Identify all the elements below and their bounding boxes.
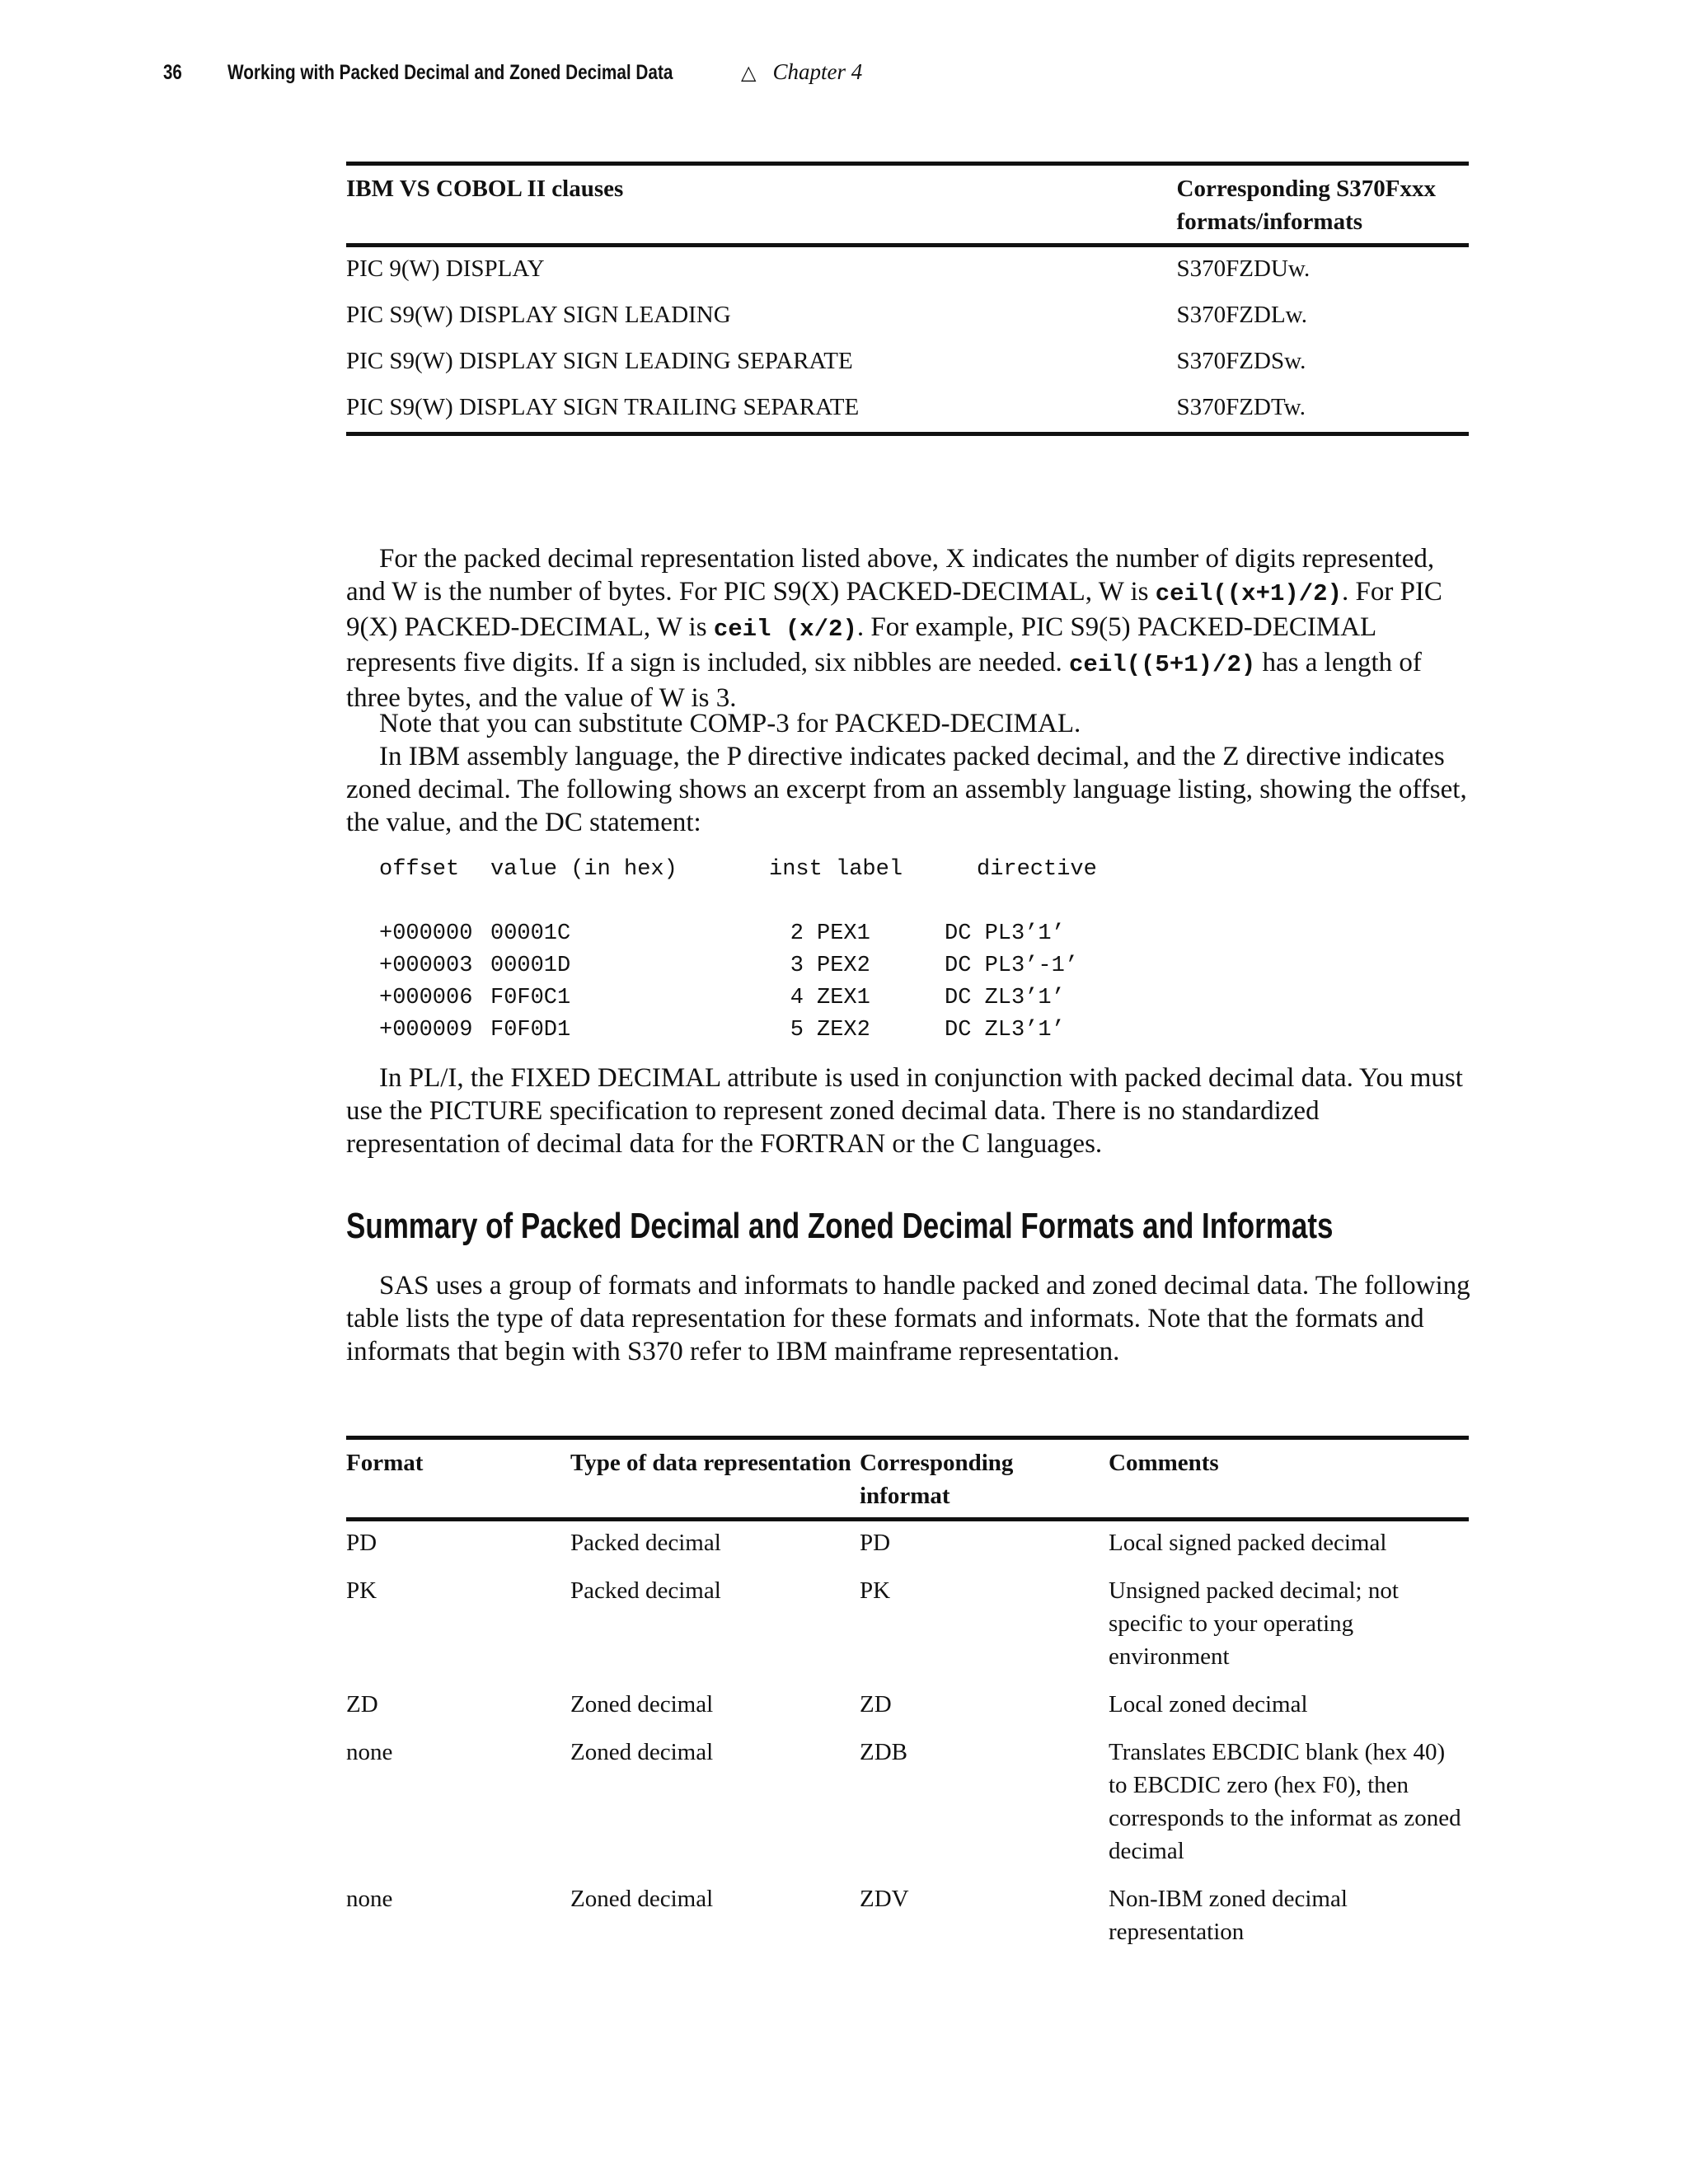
listing-row	[379, 1015, 1142, 1047]
listing-header-cell: offset	[379, 857, 460, 882]
chapter-label: Chapter 4	[772, 59, 863, 84]
table-cell: S370FZDSw.	[1176, 348, 1306, 374]
table-cell: ZD	[860, 1691, 892, 1718]
listing-spacer	[379, 886, 1142, 918]
table-cell: Non-IBM zoned decimal representation	[1109, 1886, 1348, 1945]
table-cell: Unsigned packed decimal; not specific to your operating environment	[1109, 1577, 1399, 1670]
listing-directive: DC PL3’1’	[945, 921, 1065, 946]
table-cell: Zoned decimal	[570, 1691, 714, 1718]
listing-offset: +000009	[379, 1018, 473, 1043]
page-number: 36	[163, 61, 182, 84]
table-cell: ZDB	[860, 1739, 907, 1765]
listing-label: PEX2	[817, 954, 870, 978]
inline-code: ceil((5+1)/2)	[1069, 651, 1256, 678]
table-cell: Zoned decimal	[570, 1886, 714, 1912]
running-head	[163, 59, 862, 92]
table-row	[346, 1569, 1469, 1683]
table-cell: PIC 9(W) DISPLAY	[346, 255, 545, 282]
listing-offset: +000000	[379, 921, 473, 946]
listing-directive: DC ZL3’1’	[945, 986, 1065, 1010]
paragraph-sas-formats	[346, 1269, 1471, 1368]
paragraph-packed-decimal	[346, 542, 1471, 715]
listing-row	[379, 950, 1142, 982]
table-cell: Packed decimal	[570, 1530, 721, 1556]
triangle-icon: △	[741, 63, 757, 84]
table-row	[346, 1520, 1469, 1570]
listing-label: ZEX1	[817, 986, 870, 1010]
table-header-row	[346, 164, 1469, 246]
listing-inst: 4	[790, 986, 804, 1010]
paragraph-text: In IBM assembly language, the P directive indicates packed decimal, and the Z directive indicates zoned decimal. The following shows an excerpt from an assembly language listing, showing the offset, the value, and the DC statement:	[346, 742, 1467, 837]
paragraph-comp3	[346, 707, 1471, 740]
table-cell: PD	[860, 1530, 891, 1556]
table-cell: PK	[860, 1577, 891, 1604]
paragraph-text: Note that you can substitute COMP-3 for PACKED-DECIMAL.	[379, 709, 1081, 738]
table-row	[346, 246, 1469, 294]
table-cell: none	[346, 1886, 393, 1912]
table-cell: Local signed packed decimal	[1109, 1530, 1387, 1556]
paragraph-text: . For PIC 9(X) PACKED-DECIMAL, W is	[346, 577, 1442, 642]
paragraph-text: . For example, PIC S9(5) PACKED-DECIMAL represents five digits. If a sign is included, six nibbles are needed.	[346, 612, 1376, 677]
table-cell: Local zoned decimal	[1109, 1691, 1308, 1718]
inline-code: ceil((x+1)/2)	[1155, 580, 1342, 607]
section-heading: Summary of Packed Decimal and Zoned Decimal Formats and Informats	[346, 1206, 1334, 1246]
running-head-title: Working with Packed Decimal and Zoned Decimal Data	[227, 61, 673, 84]
listing-header-cell: inst label	[769, 857, 903, 882]
table-row	[346, 1731, 1469, 1877]
table-cell: PIC S9(W) DISPLAY SIGN TRAILING SEPARATE	[346, 394, 860, 420]
paragraph-text: In PL/I, the FIXED DECIMAL attribute is used in conjunction with packed decimal data. You must use the PICTURE specification to represent zoned decimal data. There is no standardized representation of decimal data for the FORTRAN or the C languages.	[346, 1063, 1463, 1159]
table-cell: ZDV	[860, 1886, 909, 1912]
inline-code: ceil (x/2)	[713, 616, 857, 643]
table-cell: Zoned decimal	[570, 1739, 714, 1765]
listing-label: ZEX2	[817, 1018, 870, 1043]
column-header: Comments	[1109, 1450, 1219, 1476]
table-cell: Translates EBCDIC blank (hex 40) to EBCDIC zero (hex F0), then corresponds to the informat as zoned decimal	[1109, 1739, 1461, 1864]
listing-inst: 5	[790, 1018, 804, 1043]
table-cell: PIC S9(W) DISPLAY SIGN LEADING SEPARATE	[346, 348, 853, 374]
column-header: Corresponding S370Fxxx formats/informats	[1176, 176, 1437, 235]
paragraph-assembly	[346, 740, 1471, 839]
listing-directive: DC ZL3’1’	[945, 1018, 1065, 1043]
listing-value: 00001C	[490, 921, 571, 946]
listing-inst: 3	[790, 954, 804, 978]
table-cell: none	[346, 1739, 393, 1765]
cobol-clauses-table	[346, 162, 1469, 436]
column-header: Corresponding informat	[860, 1450, 1014, 1509]
listing-row	[379, 918, 1142, 950]
table-cell: PIC S9(W) DISPLAY SIGN LEADING	[346, 302, 731, 328]
listing-offset: +000003	[379, 954, 473, 978]
table-header-row	[346, 1438, 1469, 1520]
listing-value: F0F0C1	[490, 986, 571, 1010]
table-row	[346, 293, 1469, 340]
table-cell: ZD	[346, 1691, 378, 1718]
column-header: Type of data representation	[570, 1450, 851, 1476]
formats-informats-table	[346, 1436, 1469, 1958]
listing-header	[379, 854, 1142, 886]
assembly-listing	[379, 854, 1142, 1047]
table-cell: PK	[346, 1577, 377, 1604]
column-header: IBM VS COBOL II clauses	[346, 176, 624, 202]
listing-value: F0F0D1	[490, 1018, 571, 1043]
table-row	[346, 1877, 1469, 1958]
listing-label: PEX1	[817, 921, 870, 946]
listing-header-cell: directive	[977, 857, 1097, 882]
listing-value: 00001D	[490, 954, 571, 978]
column-header: Format	[346, 1450, 424, 1476]
table-cell: S370FZDUw.	[1176, 255, 1311, 282]
table-row	[346, 1683, 1469, 1731]
listing-row	[379, 982, 1142, 1015]
paragraph-pli	[346, 1062, 1471, 1160]
table-cell: Packed decimal	[570, 1577, 721, 1604]
table-cell: S370FZDTw.	[1176, 394, 1306, 420]
table-row	[346, 386, 1469, 434]
table-cell: PD	[346, 1530, 377, 1556]
table-cell: S370FZDLw.	[1176, 302, 1307, 328]
listing-offset: +000006	[379, 986, 473, 1010]
listing-header-cell: value (in hex)	[490, 857, 678, 882]
paragraph-text: SAS uses a group of formats and informats to handle packed and zoned decimal data. The following table lists the type of data representation for these formats and informats. Note that the formats and informats that begin with S370 refer to IBM mainframe representation.	[346, 1271, 1470, 1366]
paragraph-text: has a length of three bytes, and the value of W is 3.	[346, 648, 1422, 713]
listing-inst: 2	[790, 921, 804, 946]
paragraph-text: For the packed decimal representation listed above, X indicates the number of digits represented, and W is the number of bytes. For PIC S9(X) PACKED-DECIMAL, W is	[346, 544, 1435, 607]
table-row	[346, 340, 1469, 386]
listing-directive: DC PL3’-1’	[945, 954, 1079, 978]
